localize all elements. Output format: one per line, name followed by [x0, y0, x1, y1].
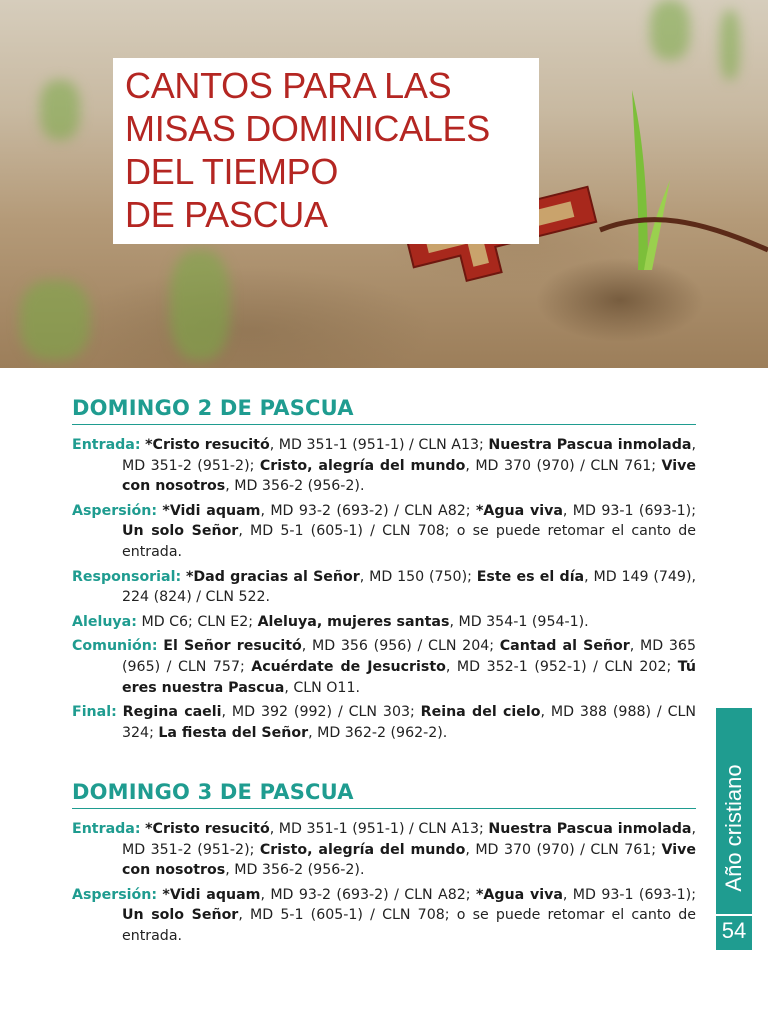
section-domingo-2: [72, 396, 696, 747]
song-title: *Cristo resucitó: [145, 821, 270, 837]
entry-label: Entrada:: [72, 821, 141, 837]
song-reference: , MD 362-2 (962-2).: [308, 724, 448, 741]
song-reference: , MD 365 (965) / CLN 757;: [122, 638, 696, 675]
entry-label: Comunión:: [72, 638, 158, 655]
song-title: El Señor resucitó: [163, 638, 302, 655]
blurred-sprout: [40, 80, 80, 140]
song-entry: [72, 819, 696, 881]
song-entry: [72, 885, 696, 947]
song-title: *Agua viva: [475, 886, 563, 903]
song-reference: , MD 356-2 (956-2).: [225, 478, 365, 495]
section-heading: DOMINGO 2 DE PASCUA: [72, 396, 696, 425]
song-title: La fiesta del Señor: [158, 724, 309, 741]
section-tab: [716, 708, 752, 950]
song-reference: , MD 351-1 (951-1) / CLN A13;: [269, 821, 489, 837]
song-entry: [72, 702, 696, 743]
song-reference: , MD 370 (970) / CLN 761;: [465, 457, 662, 474]
song-title: Cantad al Señor: [499, 638, 630, 655]
entry-label: Final:: [72, 704, 117, 721]
song-reference: , MD 93-2 (693-2) / CLN A82;: [260, 502, 476, 519]
song-title: Regina caeli: [122, 704, 222, 721]
song-title: *Cristo resucitó: [145, 437, 270, 453]
song-reference: , MD 351-2 (951-2);: [122, 437, 696, 474]
song-reference: , MD 352-1 (952-1) / CLN 202;: [445, 658, 678, 675]
song-reference: , MD 150 (750);: [359, 568, 477, 585]
song-reference: , CLN O11.: [284, 679, 360, 696]
song-entry: [72, 567, 696, 608]
song-reference: , MD 354-1 (954-1).: [449, 613, 589, 630]
entry-label: Aspersión:: [72, 502, 158, 519]
song-reference: , MD 351-1 (951-1) / CLN A13;: [269, 437, 489, 453]
song-title: Este es el día: [476, 568, 585, 585]
song-title: *Agua viva: [475, 502, 563, 519]
entries-list: [72, 435, 696, 743]
song-title: Acuérdate de Jesucristo: [251, 658, 446, 675]
song-reference: , MD 93-1 (693-1);: [562, 502, 696, 519]
hero-photo: [0, 0, 768, 368]
title-line-3: DEL TIEMPO: [125, 151, 339, 192]
entry-label: Aleluya:: [72, 613, 137, 630]
song-title: Vive con nosotros: [122, 457, 696, 495]
blurred-sprout: [20, 280, 90, 360]
song-reference: , MD 149 (749), 224 (824) / CLN 522.: [122, 568, 696, 606]
song-title: Cristo, alegría del mundo: [259, 841, 466, 858]
song-reference: , MD 351-2 (951-2);: [122, 821, 696, 858]
entries-list: [72, 819, 696, 947]
section-tab-label: Año cristiano: [721, 764, 746, 892]
page-title: [125, 64, 535, 236]
section-heading: DOMINGO 3 DE PASCUA: [72, 780, 696, 809]
song-reference: , MD 392 (992) / CLN 303;: [221, 704, 421, 721]
song-title: Aleluya, mujeres santas: [257, 613, 450, 630]
song-title: *Vidi aquam: [162, 502, 261, 519]
entry-label: Aspersión:: [72, 886, 158, 903]
song-title: Un solo Señor: [122, 523, 239, 540]
song-title: Nuestra Pascua inmolada: [488, 437, 692, 453]
song-entry: [72, 501, 696, 563]
title-line-1: CANTOS PARA LAS: [125, 65, 452, 106]
song-reference: , MD 5-1 (605-1) / CLN 708; o se puede retomar el canto de entrada.: [122, 907, 696, 944]
song-entry: [72, 435, 696, 497]
blurred-sprout: [720, 10, 740, 80]
song-reference: MD C6; CLN E2;: [141, 613, 258, 630]
page-number: 54: [716, 914, 752, 944]
song-reference: , MD 388 (988) / CLN 324;: [122, 704, 696, 741]
song-entry: [72, 636, 696, 698]
blurred-sprout: [650, 0, 690, 60]
title-line-4: DE PASCUA: [125, 194, 328, 235]
title-line-2: MISAS DOMINICALES: [125, 108, 490, 149]
song-reference: , MD 93-1 (693-1);: [562, 886, 696, 903]
song-title: Reina del cielo: [420, 704, 541, 721]
section-domingo-3: [72, 780, 696, 951]
song-title: Vive con nosotros: [122, 841, 696, 879]
song-title: Un solo Señor: [122, 907, 239, 924]
song-title: *Dad gracias al Señor: [185, 568, 360, 585]
song-reference: , MD 5-1 (605-1) / CLN 708; o se puede retomar el canto de entrada.: [122, 523, 696, 560]
song-title: Cristo, alegría del mundo: [259, 457, 466, 474]
song-reference: , MD 370 (970) / CLN 761;: [465, 841, 662, 858]
title-box: [113, 58, 539, 244]
song-entry: [72, 612, 696, 633]
entry-label: Responsorial:: [72, 568, 182, 585]
song-title: Tú eres nuestra Pascua: [122, 658, 696, 696]
song-title: Nuestra Pascua inmolada: [488, 821, 692, 837]
blurred-sprout: [170, 250, 230, 360]
entry-label: Entrada:: [72, 437, 141, 453]
song-title: *Vidi aquam: [162, 886, 261, 903]
song-reference: , MD 356-2 (956-2).: [225, 862, 365, 879]
song-reference: , MD 356 (956) / CLN 204;: [301, 638, 500, 655]
song-reference: , MD 93-2 (693-2) / CLN A82;: [260, 886, 476, 903]
